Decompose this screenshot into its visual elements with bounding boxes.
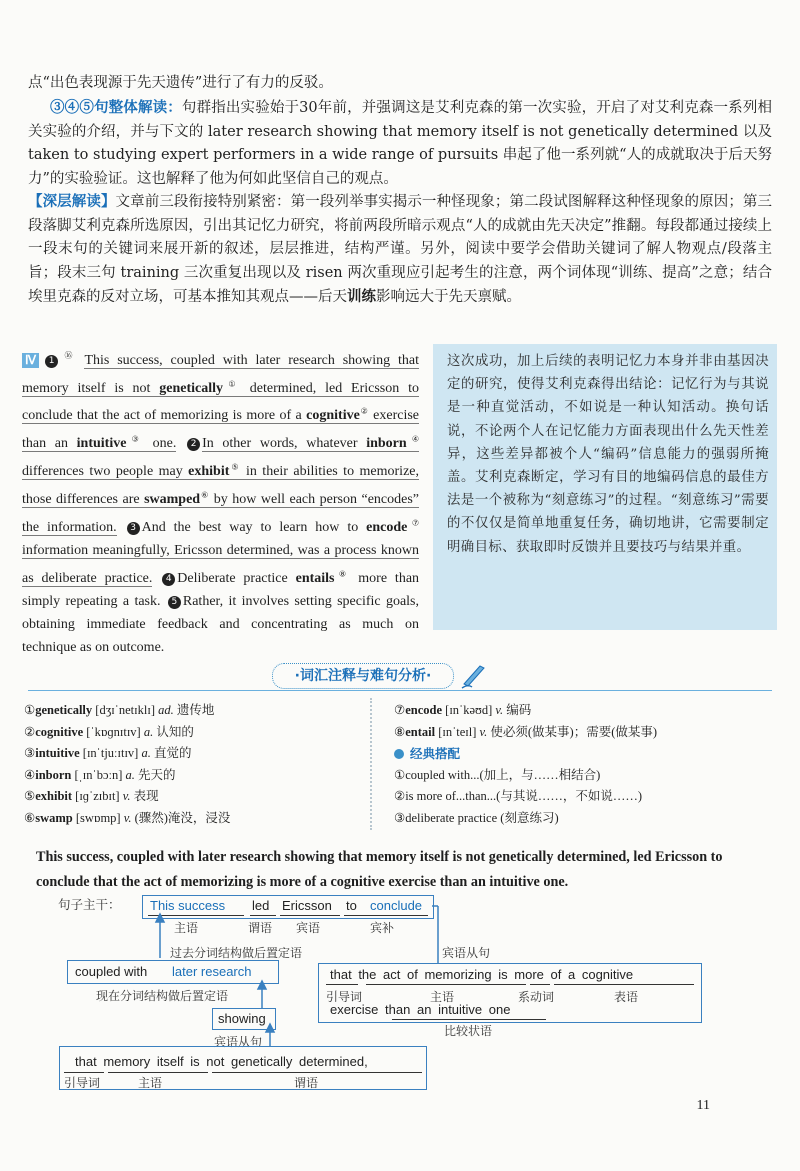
collocation-item: ②is more of...than...(与其说……，不如说……) [394, 789, 642, 804]
deep-interpretation-label: 【深层解读】 [28, 193, 116, 210]
chinese-translation: 这次成功，加上后续的表明记忆力本身并非由基因决定的研究，使得艾利克森得出结论：记忆行为与其说是一种直觉活动，不如说是一种认知活动。换句话说，不论两个人在记忆能力方面表现出什么先天性差异，这些差异都被个人“编码”信息能力的强弱所掩盖。艾利克森断定，学习有目的地编码信息的最佳方法是一个被称为“刻意练习”的过程。“刻意练习”需要的不仅仅是简单地重复任务，确切地讲，它需要制定明确目标、获取即时反馈并且要技巧与结果并重。 [433, 344, 777, 630]
main-subject: This success [150, 898, 226, 913]
role-verb: 谓语 [248, 921, 273, 935]
sentence-1: This success, coupled with later research showing that memory itself is not genetically① determined, led Ericsson to conclude that the act of memorizing is more of a cognitive② exercise than an intuitive③ one. [22, 352, 420, 452]
difficult-sentence: This success, coupled with later research showing that memory itself is not genetically determined, led Ericsson to conclude that the act of memorizing is more of a cognitive exercise than an intuitive one. [36, 849, 723, 890]
sentence-number-3: 3 [127, 522, 140, 535]
vocab-entry: ②cognitive [ˈkɒɡnɪtɪv] a. 认知的 [24, 724, 194, 739]
intro-line: 点“出色表现源于先天遗传”进行了有力的反驳。 [28, 75, 333, 91]
role-memory-subject: 主语 [138, 1076, 163, 1090]
interpretation-label: ③④⑤句整体解读： [50, 99, 182, 116]
collocation-item: ①coupled with...(加上，与……相结合) [394, 767, 601, 782]
main-complement: conclude [370, 898, 423, 913]
sentence-5: Rather, it involves setting specific goals, obtaining immediate feedback and concentrating as much on technique as on outcome. [22, 594, 420, 656]
interpretation-body: 句群指出实验始于30年前，并强调这是艾利克森的第一次实验，开启了对艾利克森一系列相关实验的介绍，并与下文的 later research showing that memory itself is not genetically determined 以及 taken to studying expert performers in a wide range of pursuits 串起了他一系列就“人的成就取决于后天努力”的实验验证。这也解释了他为何如此坚信自己的观点。 [28, 100, 773, 187]
object-clause-note: 宾语从句 [442, 946, 491, 960]
comparison-note: 比较状语 [444, 1024, 493, 1038]
role-linking-verb: 系动词 [518, 990, 555, 1004]
sentence-number-2: 2 [187, 438, 200, 451]
vocab-entry: ③intuitive [ɪnˈtjuːɪtɪv] a. 直觉的 [24, 746, 192, 761]
object-clause-note-2: 宾语从句 [214, 1035, 263, 1049]
sentence-4: Deliberate practice entails⑧ more than simply repeating a task. [22, 569, 420, 610]
present-participle-note: 现在分词结构做后置定语 [96, 989, 229, 1003]
role-predicative: 表语 [614, 990, 639, 1004]
vocab-entry: ⑤exhibit [ɪɡˈzɪbɪt] v. 表现 [24, 789, 159, 804]
sentence-2: In other words, whatever inborn④ differences two people may exhibit⑤ in their abilities to memorize, those differences are swamped⑥ by how well each person “encodes” the information. [22, 434, 420, 535]
main-clause-label: 句子主干： [58, 897, 121, 912]
coupled-with: coupled with [75, 964, 148, 979]
vocab-entry: ④inborn [ˌɪnˈbɔːn] a. 先天的 [24, 767, 176, 782]
vocab-section-title: ·词汇注释与难句分析· [272, 663, 454, 689]
showing: showing [218, 1011, 266, 1026]
sentence-number-5: 5 [168, 596, 181, 609]
role-conj: 引导词 [326, 990, 363, 1004]
memory-clause: that memory itself is not genetically determined, [75, 1054, 368, 1069]
sentence-marker: ⑯ [60, 351, 77, 360]
later-research: later research [172, 964, 252, 979]
paragraph-number-badge: Ⅳ [22, 353, 39, 368]
sentence-number-1: 1 [45, 355, 58, 368]
role-memory-predicate: 谓语 [294, 1076, 319, 1090]
vocab-entry: ①genetically [dʒɪˈnetɪklɪ] ad. 遗传地 [24, 703, 215, 717]
page-number: 11 [696, 1098, 710, 1113]
deep-interpretation-end: 影响远大于先天禀赋。 [376, 289, 521, 305]
that-clause-line1: that the act of memorizing is more of a cognitive [330, 967, 634, 982]
role-subject: 主语 [174, 921, 199, 935]
past-participle-note: 过去分词结构做后置定语 [170, 946, 303, 960]
role-complement: 宾补 [370, 921, 395, 935]
role-that-subject: 主语 [430, 990, 455, 1004]
main-verb: led [252, 898, 270, 913]
sentence-3: And the best way to learn how to encode⑦ information meaningfully, Ericsson determined, was a process known as deliberate practice. [22, 518, 420, 586]
sentence-number-4: 4 [162, 573, 175, 586]
main-object: Ericsson [282, 898, 332, 913]
role-object: 宾语 [296, 921, 321, 935]
role-memory-conj: 引导词 [64, 1076, 101, 1090]
vocab-entry: ⑥swamp [swɒmp] v. (骤然)淹没，浸没 [24, 810, 231, 825]
vocab-entry: ⑧entail [ɪnˈteɪl] v. 使必须(做某事)；需要(做某事) [394, 724, 658, 739]
deep-interpretation-body: 文章前三段衔接特别紧密：第一段列举事实揭示一种怪现象；第二段试图解释这种怪现象的原因；第三段落脚艾利克森所选原因，引出其记忆力研究，将前两段所暗示观点“人的成就由先天决定”推翻。每段都通过接续上一段末句的关键词来展开新的叙述，层层推进，结构严谨。另外，阅读中要学会借助关键词了解人物观点/段落主旨；段末三句 training 三次重复出现以及 risen 两次重现应引起考生的注意，两个词体现“训练、提高”之意；结合埃里克森的反对立场，可基本推知其观点——后天 [28, 194, 773, 305]
main-to: to [346, 898, 357, 913]
deep-interpretation-bold: 训练 [347, 288, 376, 305]
collocation-heading: 经典搭配 [394, 743, 657, 765]
collocation-item: ③deliberate practice (刻意练习) [394, 810, 559, 825]
vocab-entry: ⑦encode [ɪnˈkəʊd] v. 编码 [394, 703, 532, 717]
that-clause-line2: exercise than an intuitive one [330, 1002, 511, 1017]
